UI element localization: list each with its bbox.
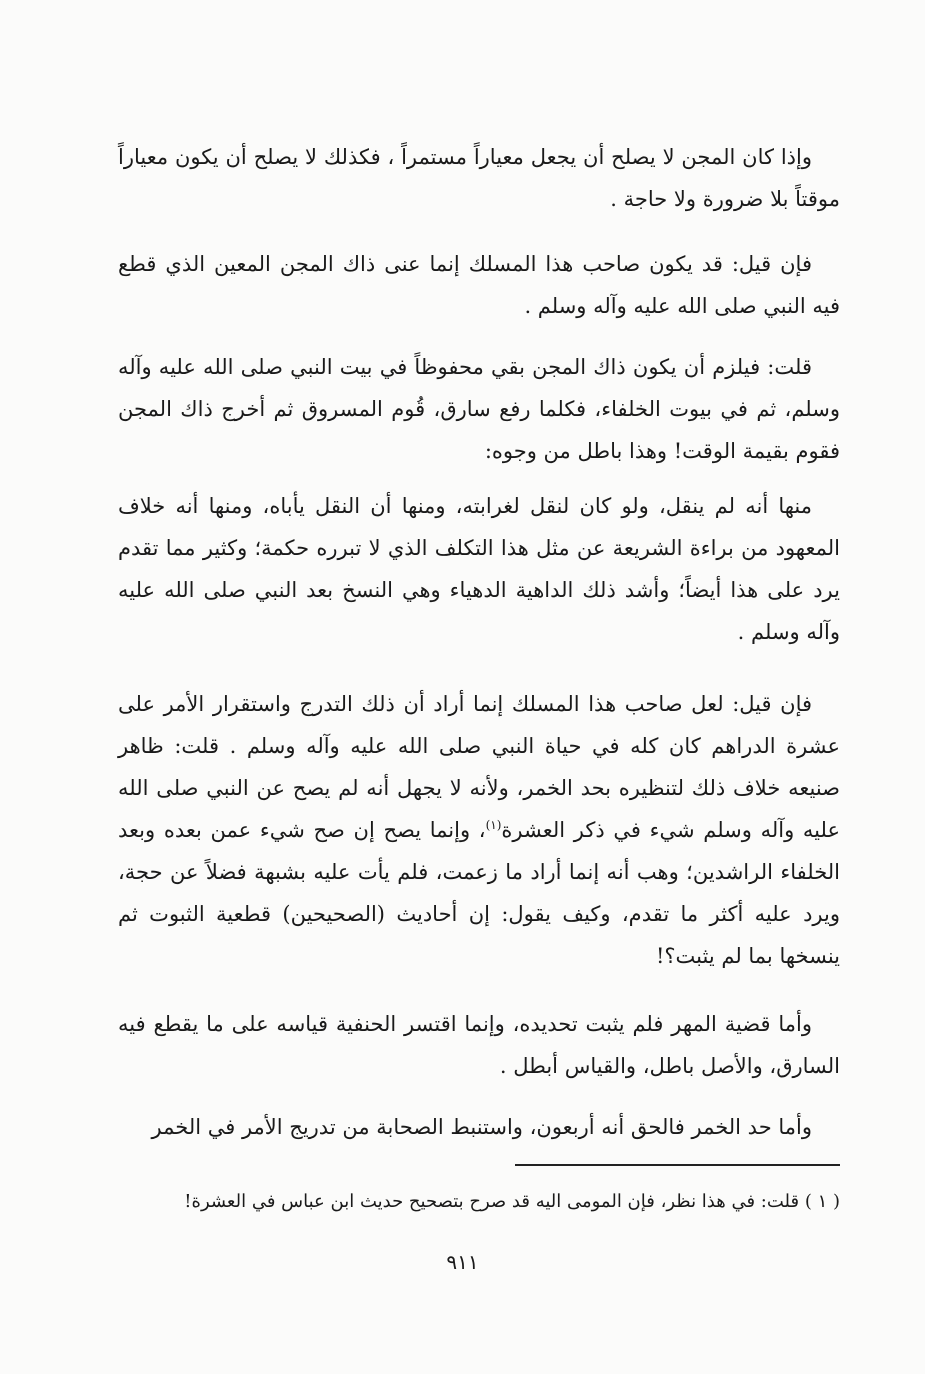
footnote-marker[interactable]: (١) (485, 818, 502, 832)
paragraph-6 (118, 1003, 840, 1087)
paragraph-1 (118, 136, 840, 220)
paragraph-3-text: قلت: فيلزم أن يكون ذاك المجن بقي محفوظاً في بيت النبي صلى الله عليه وآله وسلم، ثم في بيوت الخلفاء، فكلما رفع سارق، قُوم المسروق ثم أخرج ذاك المجن فقوم بقيمة الوقت! وهذا باطل من وجوه: (118, 355, 840, 463)
paragraph-2 (118, 243, 840, 327)
paragraph-7 (118, 1106, 840, 1148)
paragraph-4-text: منها أنه لم ينقل، ولو كان لنقل لغرابته، ومنها أن النقل يأباه، ومنها أنه خلاف المعهود من براءة الشريعة عن مثل هذا التكلف الذي لا تبرره حكمة؛ وكثير مما تقدم يرد على هذا أيضاً؛ وأشد ذلك الداهية الدهياء وهي النسخ بعد النبي صلى الله عليه وآله وسلم . (118, 494, 840, 644)
footnote-separator (515, 1164, 840, 1166)
paragraph-4 (118, 485, 840, 653)
footnote: ( ١ ) قلت: في هذا نظر، فإن المومى اليه قد صرح بتصحيح حديث ابن عباس في العشرة! (184, 1191, 840, 1212)
paragraph-5 (118, 683, 840, 977)
paragraph-7-text: وأما حد الخمر فالحق أنه أربعون، واستنبط الصحابة من تدريج الأمر في الخمر (151, 1115, 812, 1139)
page-number: ٩١١ (446, 1250, 479, 1274)
paragraph-2-text: فإن قيل: قد يكون صاحب هذا المسلك إنما عنى ذاك المجن المعين الذي قطع فيه النبي صلى الله عليه وآله وسلم . (118, 252, 840, 318)
paragraph-5-part-a: فإن قيل: لعل صاحب هذا المسلك إنما أراد أن ذلك التدرج واستقرار الأمر على عشرة الدراهم كان كله في حياة النبي صلى الله عليه وآله وسلم . قلت: ظاهر صنيعه خلاف ذلك لتنظيره بحد الخمر، ولأنه لا يجهل أنه لم يصح عن النبي صلى الله عليه وآله وسلم شيء في ذكر العشرة (118, 692, 840, 842)
paragraph-5-text (118, 683, 840, 977)
paragraph-5-part-b: ، وإنما يصح إن صح شيء عمن بعده وبعد الخلفاء الراشدين؛ وهب أنه إنما أراد ما زعمت، فلم يأت عليه بشبهة فضلاً عن حجة، ويرد عليه أكثر ما تقدم، وكيف يقول: إن أحاديث (الصحيحين) قطعية الثبوت ثم ينسخها بما لم يثبت؟! (118, 818, 840, 968)
paragraph-1-text: وإذا كان المجن لا يصلح أن يجعل معياراً مستمراً ، فكذلك لا يصلح أن يكون معياراً موقتاً بلا ضرورة ولا حاجة . (118, 145, 840, 211)
paragraph-6-text: وأما قضية المهر فلم يثبت تحديده، وإنما اقتسر الحنفية قياسه على ما يقطع فيه السارق، والأصل باطل، والقياس أبطل . (118, 1012, 840, 1078)
paragraph-3 (118, 346, 840, 472)
